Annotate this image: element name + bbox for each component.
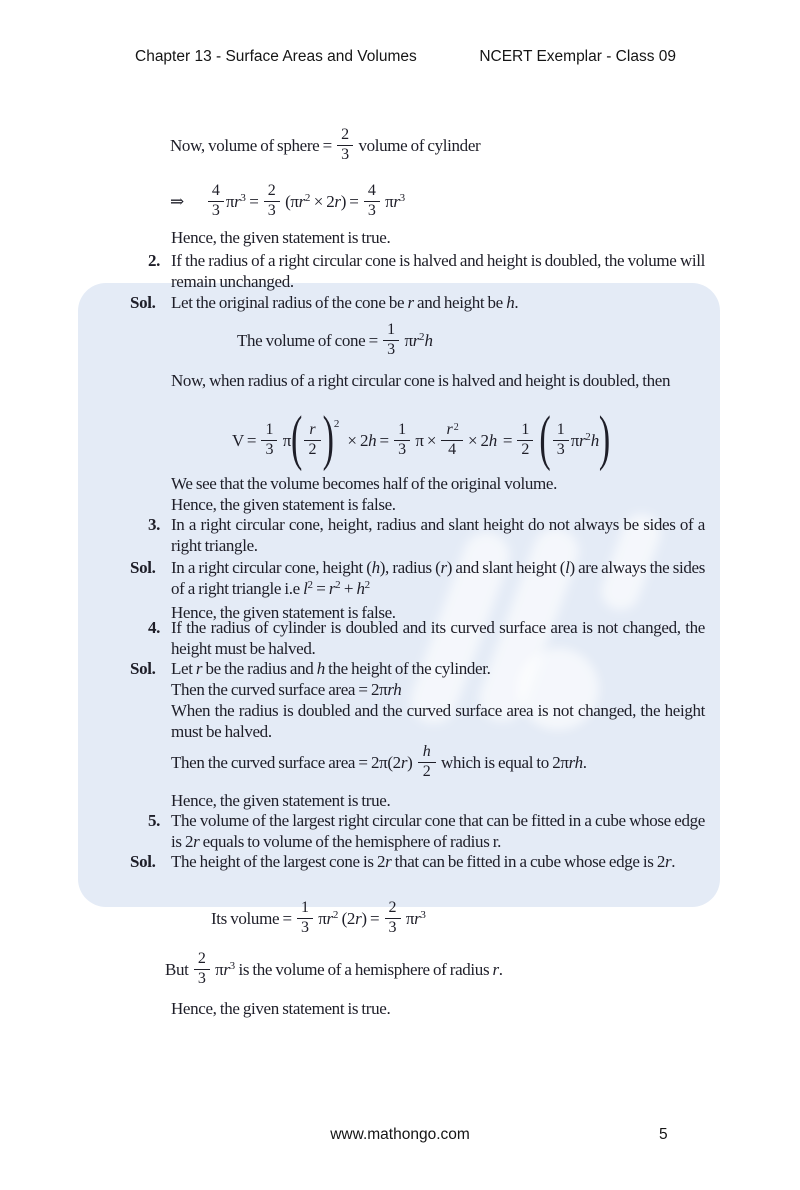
question-text: If the radius of cylinder is doubled and its curved surface area is not changed, the height must be halved. xyxy=(171,618,705,658)
big-paren: ( xyxy=(291,405,303,473)
equation-implies: ⇒ $\frac{4}{3}$ $\pi r^3$ = $\frac{2}{3}$ $(\pi r^2 \times 2r)$ = $\frac{4}{3}$ $\pi r^3$ xyxy=(170,181,406,219)
equation-curved-surface-area: Then the curved surface area = 2π(2r) $\frac{h}{2}$ which is equal to 2πrh. xyxy=(171,742,587,780)
fraction: $\frac{1}{3}$ xyxy=(394,422,410,459)
statement-true-line: Hence, the given statement is true. xyxy=(171,999,391,1018)
fraction: $\frac{4}{3}$ xyxy=(364,183,380,220)
fraction: $\frac{2}{3}$ xyxy=(194,951,210,988)
statement-false-line: Hence, the given statement is false. xyxy=(171,495,396,514)
question-3 xyxy=(0,514,800,556)
solution-text: The height of the largest cone is 2r that can be fitted in a cube whose edge is 2r. xyxy=(171,852,676,871)
big-paren: ( xyxy=(539,405,551,473)
fraction: $\frac{2}{3}$ xyxy=(264,183,280,220)
question-5 xyxy=(0,810,800,852)
sol-label: Sol. xyxy=(130,852,156,871)
fraction: $\frac{2}{3}$ xyxy=(337,127,353,164)
fraction: $\frac{r}{2}$ xyxy=(304,422,320,459)
question-text: The volume of the largest right circular cone that can be fitted in a cube whose edge is 2r equals to volume of the hemisphere of radius r. xyxy=(171,811,705,851)
big-paren: ) xyxy=(598,405,611,473)
header-book-title: NCERT Exemplar - Class 09 xyxy=(479,48,676,65)
equation-halved-radius: V = $\frac{1}{3}$ π( $\frac{r}{2}$ )$^2$× 2h = $\frac{1}{3}$ π × $\frac{r^2}{4}$ × 2h = $\frac{1}{2}$ ( $\frac{1}{3}$ $\pi r^2h$) xyxy=(232,405,611,473)
equation-cone-volume: The volume of cone = $\frac{1}{3}$ $\pi r^2h$ xyxy=(237,320,433,358)
statement-true-line: Hence, the given statement is true. xyxy=(171,228,391,247)
sol-label: Sol. xyxy=(130,558,156,577)
page-number: 5 xyxy=(659,1126,668,1143)
fraction: $\frac{h}{2}$ xyxy=(418,744,436,781)
fraction: $\frac{4}{3}$ xyxy=(208,183,224,220)
solution-5 xyxy=(0,851,800,872)
item-number: 3. xyxy=(148,515,161,534)
fraction: $\frac{1}{2}$ xyxy=(517,422,533,459)
statement-false-line: Hence, the given statement is false. xyxy=(171,603,396,622)
solution-2 xyxy=(0,292,800,313)
question-2 xyxy=(0,250,800,292)
equation-hemisphere-volume: But $\frac{2}{3}$ $\pi r^3$ is the volume of a hemisphere of radius r. xyxy=(165,949,503,987)
solution-text: Let r be the radius and h the height of the cylinder. xyxy=(171,659,491,678)
question-text: If the radius of a right circular cone is halved and height is doubled, the volume will remain unchanged. xyxy=(171,251,705,291)
item-number: 4. xyxy=(148,618,161,637)
solution-text: Let the original radius of the cone be r and height be h. xyxy=(171,293,519,312)
fraction: $\frac{1}{3}$ xyxy=(383,322,399,359)
solution-text: Then the curved surface area = 2πrh xyxy=(171,680,402,699)
solution-4 xyxy=(0,658,800,742)
paragraph: Now, when radius of a right circular cone is halved and height is doubled, then xyxy=(171,371,671,390)
fraction: $\frac{r^2}{4}$ xyxy=(441,422,462,459)
observation-line: We see that the volume becomes half of the original volume. xyxy=(171,474,557,493)
fraction: $\frac{1}{3}$ xyxy=(553,422,569,459)
solution-2-continuation xyxy=(0,370,800,391)
big-paren: ) xyxy=(322,405,334,473)
fraction: $\frac{1}{3}$ xyxy=(261,422,277,459)
solution-text: When the radius is doubled and the curved surface area is not changed, the height must be halved. xyxy=(171,701,705,741)
equation-sphere-volume: Now, volume of sphere = $\frac{2}{3}$ volume of cylinder xyxy=(170,125,481,163)
solution-text: In a right circular cone, height (h), radius (r) and slant height (l) are always the sides of a right triangle i.e $l^2 = r^2 + h^2$ xyxy=(171,558,705,598)
equation-largest-cone-volume: Its volume = $\frac{1}{3}$ $\pi r^2$ (2r) = $\frac{2}{3}$ $\pi r^3$ xyxy=(211,898,426,936)
statement-true-line: Hence, the given statement is true. xyxy=(171,791,391,810)
sol-label: Sol. xyxy=(130,293,156,312)
question-4 xyxy=(0,617,800,659)
question-text: In a right circular cone, height, radius and slant height do not always be sides of a right triangle. xyxy=(171,515,705,555)
fraction: $\frac{2}{3}$ xyxy=(385,900,401,937)
sol-label: Sol. xyxy=(130,659,156,678)
header-chapter-title: Chapter 13 - Surface Areas and Volumes xyxy=(135,48,417,65)
solution-3 xyxy=(0,557,800,623)
footer-site-link[interactable]: www.mathongo.com xyxy=(330,1126,470,1143)
item-number: 2. xyxy=(148,251,161,270)
item-number: 5. xyxy=(148,811,161,830)
fraction: $\frac{1}{3}$ xyxy=(297,900,313,937)
